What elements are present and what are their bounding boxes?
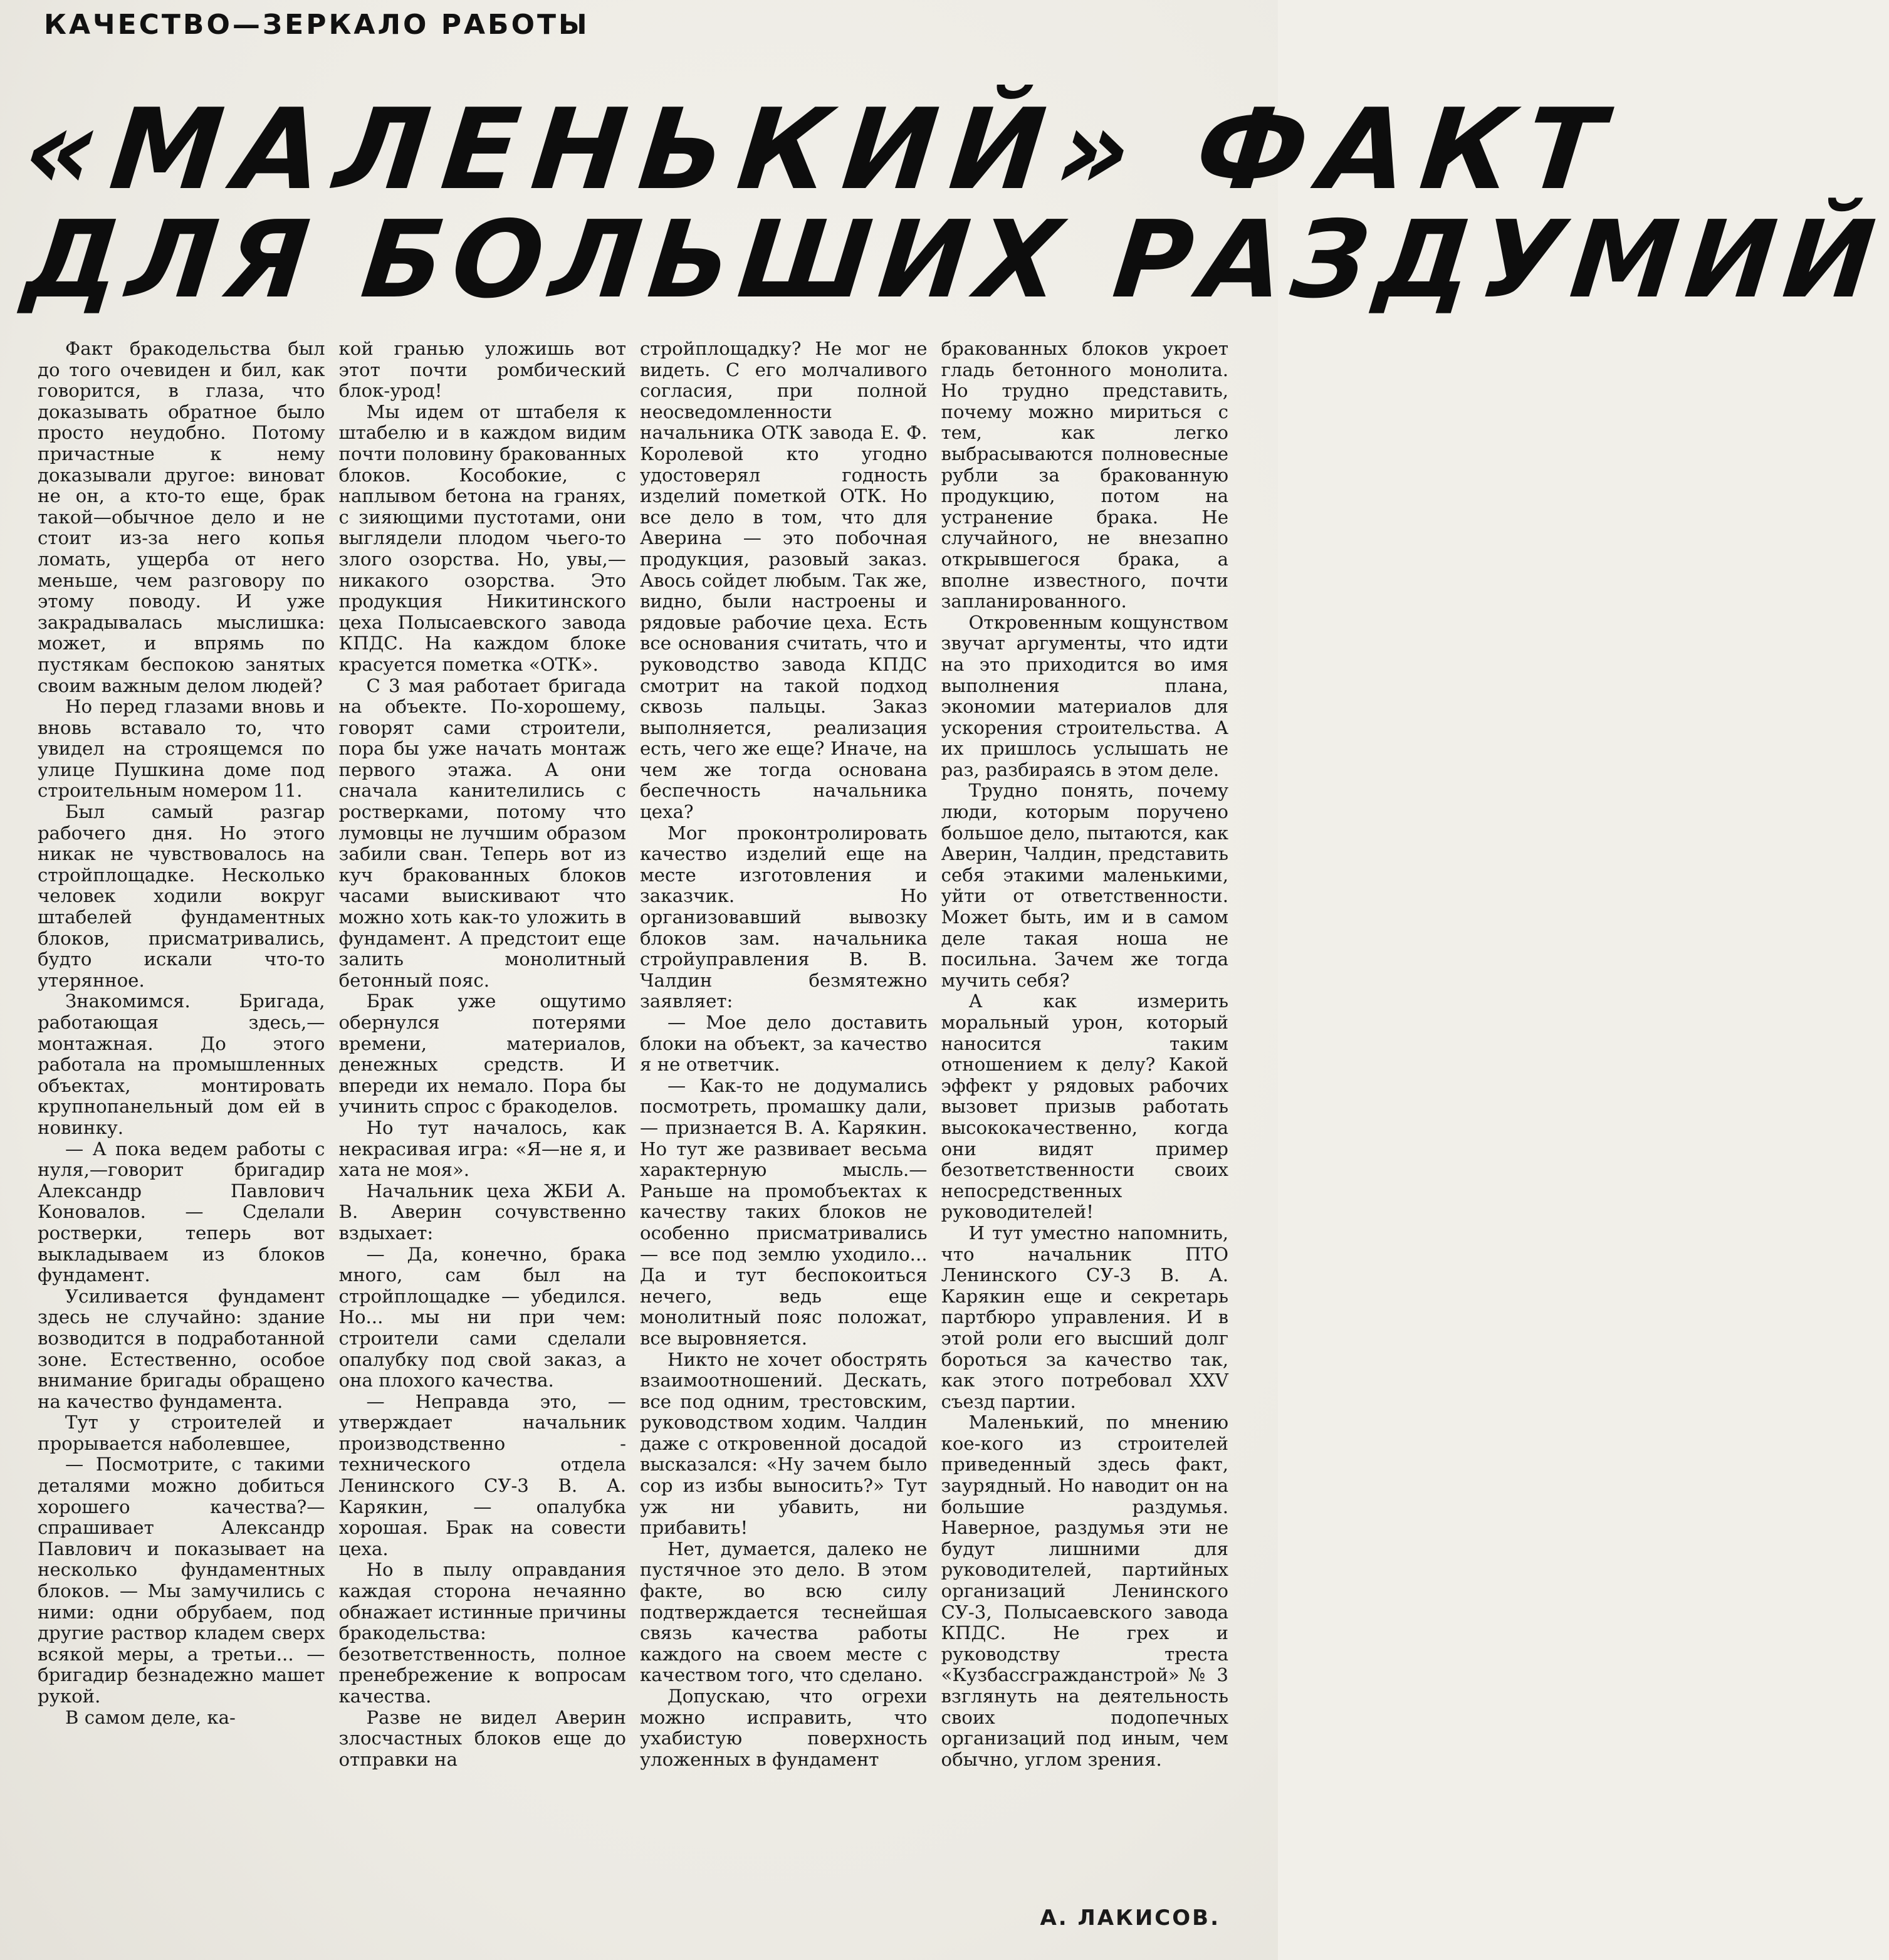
- paragraph: Усиливается фундамент здесь не случайно: здание возводится в подработанной зоне. Естественно, особое внимание бригады обращено на качество фундамента.: [38, 1285, 325, 1412]
- paragraph: бракованных блоков укроет гладь бетонного монолита. Но трудно представить, почему можно мириться с тем, как легко выбрасываются полновесные рубли за бракованную продукцию, потом на устранение брака. Не случайного, не внезапно открывшегося брака, а вполне известного, почти запланированного.: [941, 338, 1228, 612]
- section-rubric: КАЧЕСТВО—ЗЕРКАЛО РАБОТЫ: [44, 9, 590, 41]
- article-body: [38, 338, 1228, 1918]
- paragraph: — А пока ведем работы с нуля,—говорит бригадир Александр Павлович Коновалов. — Сделали ростверки, теперь вот выкладываем из блоков фундамент.: [38, 1138, 325, 1286]
- paragraph: Тут у строителей и прорывается наболевшее,: [38, 1412, 325, 1454]
- headline-line-2: ДЛЯ БОЛЬШИХ РАЗДУМИЙ: [18, 198, 1889, 322]
- paragraph: Но перед глазами вновь и вновь вставало то, что увидел на строящемся по улице Пушкина доме под строительным номером 11.: [38, 696, 325, 802]
- paragraph: — Неправда это, — утверждает начальник производственно - технического отдела Ленинского СУ-3 В. А. Карякин, — опалубка хорошая. Брак на совести цеха.: [338, 1390, 626, 1559]
- article-column-4: [941, 338, 1229, 1918]
- paragraph: Мы идем от штабеля к штабелю и в каждом видим почти половину бракованных блоков. Кособокие, с наплывом бетона на гранях, с зияющими пустотами, они выглядели плодом чьего-то злого озорства. Но, увы,—никакого озорства. Это продукция Никитинского цеха Полысаевского завода КПДС. На каждом блоке красуется пометка «ОТК».: [338, 401, 626, 675]
- headline-line-1: «МАЛЕНЬКИЙ» ФАКТ: [18, 85, 1623, 214]
- author-signature: А. ЛАКИСОВ.: [1040, 1905, 1220, 1931]
- paragraph: Разве не видел Аверин злосчастных блоков еще до отправки на: [338, 1706, 626, 1770]
- paragraph: А как измерить моральный урон, который наносится таким отношением к делу? Какой эффект у рядовых рабочих вызовет призыв работать высококачественно, когда они видят пример безответственности своих непосредственных руководителей!: [941, 990, 1228, 1223]
- paragraph: Никто не хочет обострять взаимоотношений. Дескать, все под одним, трестовским, руководством ходим. Чалдин даже с откровенной досадой высказался: «Ну зачем было сор из избы выносить?» Тут уж ни убавить, ни прибавить!: [640, 1348, 928, 1539]
- article-column-1: [38, 338, 325, 1918]
- paragraph: С 3 мая работает бригада на объекте. По-хорошему, говорят сами строители, пора бы уже начать монтаж первого этажа. А они сначала канителились с ростверками, потому что лумовцы не лучшим образом забили сван. Теперь вот из куч бракованных блоков часами выискивают что можно хоть как-то уложить в фундамент. А предстоит еще залить монолитный бетонный пояс.: [338, 674, 626, 991]
- article-column-2: [339, 338, 627, 1918]
- paragraph: — Мое дело доставить блоки на объект, за качество я не ответчик.: [640, 1012, 928, 1076]
- paragraph: Был самый разгар рабочего дня. Но этого никак не чувствовалось на стройплощадке. Несколько человек ходили вокруг штабелей фундаментных блоков, присматривались, будто искали что-то утерянное.: [38, 801, 325, 991]
- paragraph: Знакомимся. Бригада, работающая здесь,—монтажная. До этого работала на промышленных объектах, монтировать крупнопанельный дом ей в новинку.: [38, 990, 325, 1138]
- paragraph: Маленький, по мнению кое-кого из строителей приведенный здесь факт, заурядный. Но наводит он на большие раздумья. Наверное, раздумья эти не будут лишними для руководителей, партийных организаций Ленинского СУ-3, Полысаевского завода КПДС. Не грех и руководству треста «Кузбассгражданстрой» № 3 взглянуть на деятельность своих подопечных организаций под иным, чем обычно, углом зрения.: [941, 1412, 1228, 1770]
- paragraph: В самом деле, ка-: [65, 1706, 236, 1728]
- paragraph: кой гранью уложишь вот этот почти ромбический блок-урод!: [338, 338, 626, 402]
- paragraph: Мог проконтролировать качество изделий еще на месте изготовления и заказчик. Но организовавший вывозку блоков зам. начальника стройуправления В. В. Чалдин безмятежно заявляет:: [640, 822, 928, 1012]
- bleed-through-shadow: [777, 0, 1265, 94]
- paragraph: Начальник цеха ЖБИ А. В. Аверин сочувственно вздыхает:: [338, 1180, 626, 1244]
- paragraph: Трудно понять, почему люди, которым поручено большое дело, пытаются, как Аверин, Чалдин, представить себя этакими маленькими, уйти от ответственности. Может быть, им и в самом деле такая ноша не посильна. Зачем же тогда мучить себя?: [941, 780, 1228, 991]
- paragraph: И тут уместно напомнить, что начальник ПТО Ленинского СУ-3 В. А. Карякин еще и секретарь партбюро управления. И в этой роли его высший долг бороться за качество так, как этого потребовал XXV съезд партии.: [941, 1222, 1228, 1412]
- paragraph: Но тут началось, как некрасивая игра: «Я—не я, и хата не моя».: [338, 1116, 626, 1181]
- paragraph: Откровенным кощунством звучат аргументы, что идти на это приходится во имя выполнения плана, экономии материалов для ускорения строительства. А их пришлось услышать не раз, разбираясь в этом деле.: [941, 611, 1228, 780]
- article-column-3: [640, 338, 928, 1918]
- paragraph: — Как-то не додумались посмотреть, промашку дали, — признается В. А. Карякин. Но тут же развивает весьма характерную мысль.—Раньше на промобъектах к качеству таких блоков не особенно присматривались — все под землю уходило... Да и тут беспокоиться нечего, ведь еще монолитный пояс положат, все выровняется.: [640, 1074, 928, 1349]
- paragraph: — Посмотрите, с такими деталями можно добиться хорошего качества?—спрашивает Александр Павлович и показывает на несколько фундаментных блоков. — Мы замучились с ними: одни обрубаем, под другие раствор кладем сверх всякой меры, а третьи... — бригадир безнадежно машет рукой.: [38, 1454, 325, 1707]
- paragraph: Нет, думается, далеко не пустячное это дело. В этом факте, во всю силу подтверждается теснейшая связь качества работы каждого на своем месте с качеством того, что сделано.: [640, 1538, 928, 1686]
- paragraph: Допускаю, что огрехи можно исправить, что ухабистую поверхность уложенных в фундамент: [640, 1685, 928, 1770]
- paragraph: стройплощадку? Не мог не видеть. С его молчаливого согласия, при полной неосведомленности начальника ОТК завода Е. Ф. Королевой кто угодно удостоверял годность изделий пометкой ОТК. Но все дело в том, что для Аверина — это побочная продукция, разовый заказ. Авось сойдет любым. Так же, видно, были настроены и рядовые рабочие цеха. Есть все основания считать, что и руководство завода КПДС смотрит на такой подход сквозь пальцы. Заказ выполняется, реализация есть, чего же еще? Иначе, на чем же тогда основана беспечность начальника цеха?: [640, 338, 928, 823]
- paragraph: Брак уже ощутимо обернулся потерями времени, материалов, денежных средств. И впереди их немало. Пора бы учинить спрос с бракоделов.: [338, 990, 626, 1118]
- paragraph: Факт бракодельства был до того очевиден и бил, как говорится, в глаза, что доказывать обратное было просто неудобно. Потому причастные к нему доказывали другое: виноват не он, а кто-то еще, брак такой—обычное дело и не стоит из-за него копья ломать, ущерба от него меньше, чем разговору по этому поводу. И уже закрадывалась мыслишка: может, и впрямь по пустякам беспокою занятых своим важным делом людей?: [38, 338, 325, 696]
- paragraph: — Да, конечно, брака много, сам был на стройплощадке — убедился. Но... мы ни при чем: строители сами сделали опалубку под свой заказ, а она плохого качества.: [338, 1243, 626, 1391]
- paragraph: Но в пылу оправдания каждая сторона нечаянно обнажает истинные причины бракодельства: безответственность, полное пренебрежение к вопросам качества.: [338, 1559, 626, 1707]
